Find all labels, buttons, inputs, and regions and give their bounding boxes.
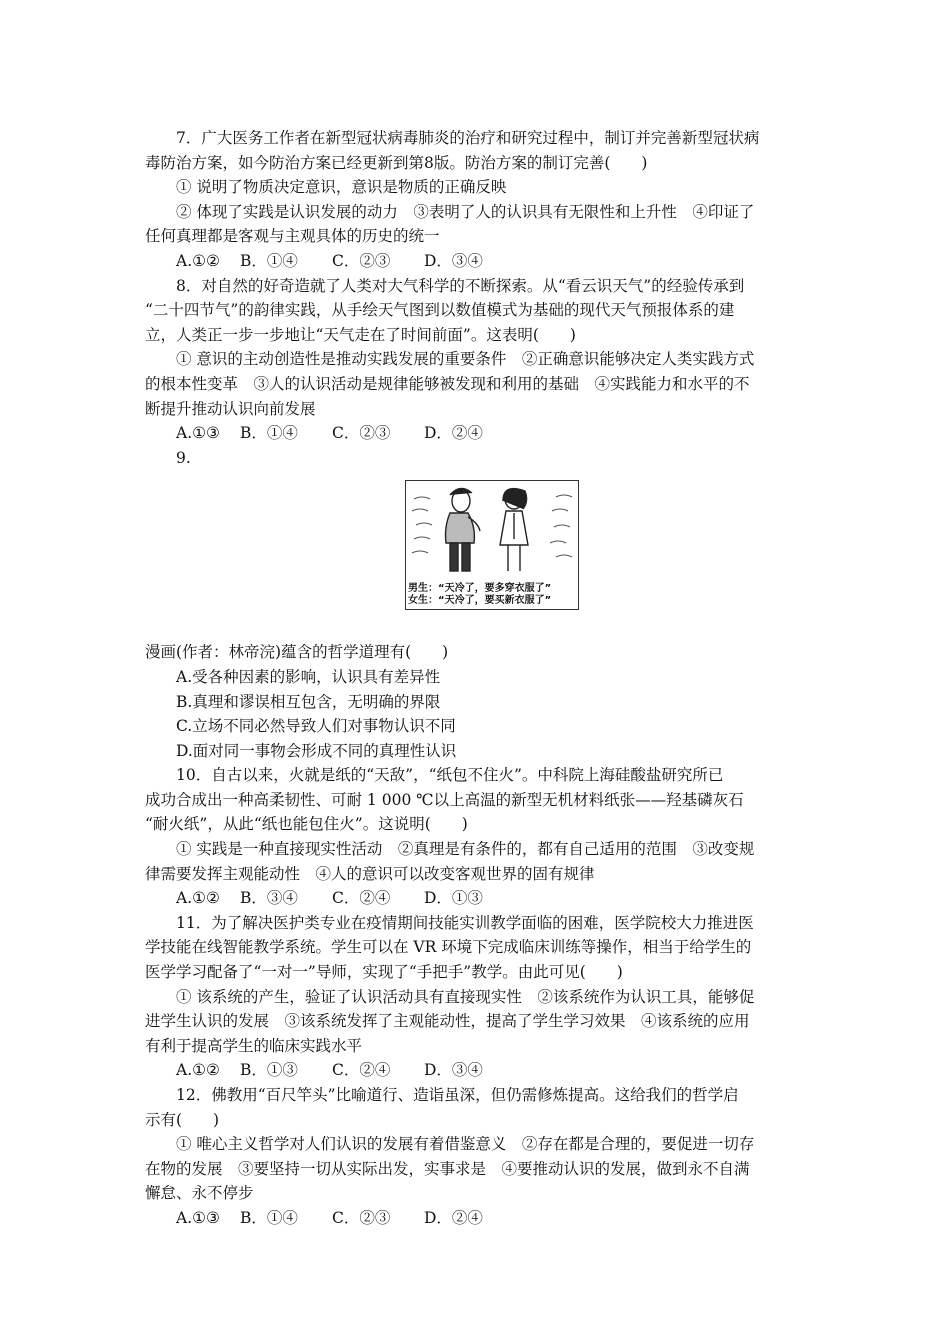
option-c: C．②④	[332, 1061, 391, 1080]
option-b: B．①③	[240, 1061, 298, 1080]
question-stem: 示有( )	[145, 1110, 220, 1129]
question-stem: 立，人类正一步一步地让“天气走在了时间前面”。这表明( )	[145, 325, 576, 344]
option-b: B.真理和谬误相互包含，无明确的界限	[176, 692, 441, 711]
option-a: A.①②	[176, 1061, 220, 1080]
statement: ① 该系统的产生，验证了认识活动具有直接现实性 ②该系统作为认识工具，能够促	[176, 987, 755, 1006]
question-stem: 12．佛教用“百尺竿头”比喻道行、造诣虽深，但仍需修炼提高。这给我们的哲学启	[176, 1086, 739, 1104]
option-b: B．①④	[240, 251, 298, 270]
question-stem: 10．自古以来，火就是纸的“天敌”，“纸包不住火”。中科院上海硅酸盐研究所已	[176, 766, 724, 785]
question-stem: 7．广大医务工作者在新型冠状病毒肺炎的治疗和研究过程中，制订并完善新型冠状病	[176, 129, 760, 147]
statement: 进学生认识的发展 ③该系统发挥了主观能动性，提高了学生学习效果 ④该系统的应用	[145, 1012, 750, 1031]
answer-options	[145, 249, 807, 274]
option-a: A.①③	[176, 424, 220, 443]
option-c: C．②③	[332, 424, 391, 443]
option-d: D．③④	[424, 251, 483, 270]
question-number: 9.	[176, 448, 191, 467]
statement: 律需要发挥主观能动性 ④人的意识可以改变客观世界的固有规律	[145, 864, 595, 883]
option-a: A.①③	[176, 1208, 220, 1227]
answer-options	[145, 886, 807, 911]
option-a: A.受各种因素的影响，认识具有差异性	[176, 667, 441, 686]
cartoon-image	[405, 480, 579, 610]
statement: ① 说明了物质决定意识，意识是物质的正确反映	[176, 178, 507, 197]
question-9	[145, 446, 807, 764]
option-b: B．①④	[240, 424, 298, 443]
question-stem: “二十四节气”的韵律实践，从手绘天气图到以数值模式为基础的现代天气预报体系的建	[145, 301, 735, 320]
question-12	[145, 1083, 807, 1231]
cartoon-figure	[145, 470, 807, 640]
cartoon-caption	[408, 583, 551, 607]
question-10	[145, 763, 807, 911]
cartoon-illustration	[406, 481, 578, 581]
statement: 在物的发展 ③要坚持一切从实际出发，实事求是 ④要推动认识的发展，做到永不自满	[145, 1159, 750, 1178]
option-a: A.①②	[176, 251, 220, 270]
caption-line-female: 女生：“天冷了，要买新衣服了”	[408, 595, 552, 607]
option-d: D．③④	[424, 1061, 483, 1080]
option-c: C.立场不同必然导致人们对事物认识不同	[176, 717, 456, 736]
statement: ② 体现了实践是认识发展的动力 ③表明了人的认识具有无限性和上升性 ④印证了	[176, 202, 755, 221]
statement: 的根本性变革 ③人的认识活动是规律能够被发现和利用的基础 ④实践能力和水平的不	[145, 374, 750, 393]
exam-page	[145, 126, 807, 1231]
answer-options	[145, 1058, 807, 1083]
statement: ① 实践是一种直接现实性活动 ②真理是有条件的，都有自己适用的范围 ③改变规	[176, 840, 755, 859]
question-8	[145, 274, 807, 446]
statement: ① 意识的主动创造性是推动实践发展的重要条件 ②正确意识能够决定人类实践方式	[176, 350, 755, 369]
statement: 断提升推动认识向前发展	[145, 399, 316, 418]
caption-line-male: 男生：“天冷了，要多穿衣服了”	[408, 583, 552, 595]
option-c: C．②③	[332, 1208, 391, 1227]
option-d: D．①③	[424, 889, 483, 908]
question-stem: “耐火纸”，从此“纸也能包住火”。这说明( )	[145, 815, 468, 834]
question-stem: 医学学习配备了“一对一”导师，实现了“手把手”教学。由此可见( )	[145, 963, 623, 982]
question-11	[145, 911, 807, 1083]
question-stem: 学技能在线智能教学系统。学生可以在 VR 环境下完成临床训练等操作，相当于给学生的	[145, 938, 752, 957]
statement: 懈怠、永不停步	[145, 1184, 254, 1203]
answer-options	[145, 421, 807, 446]
statement: 任何真理都是客观与主观具体的历史的统一	[145, 227, 440, 246]
statement: ① 唯心主义哲学对人们认识的发展有着借鉴意义 ②存在都是合理的，要促进一切存	[176, 1135, 755, 1154]
question-stem: 毒防治方案，如今防治方案已经更新到第8版。防治方案的制订完善( )	[145, 153, 648, 172]
option-a: A.①②	[176, 889, 220, 908]
option-c: C．②③	[332, 251, 391, 270]
option-d: D.面对同一事物会形成不同的真理性认识	[176, 741, 457, 760]
option-b: B．③④	[240, 889, 298, 908]
option-c: C．②④	[332, 889, 391, 908]
option-d: D．②④	[424, 1208, 483, 1227]
statement: 有利于提高学生的临床实践水平	[145, 1036, 363, 1055]
question-stem: 漫画(作者：林帝浣)蕴含的哲学道理有( )	[145, 643, 449, 662]
question-7	[145, 126, 807, 274]
question-stem: 11．为了解决医护类专业在疫情期间技能实训教学面临的困难，医学院校大力推进医	[176, 913, 754, 932]
question-stem: 成功合成出一种高柔韧性、可耐 1 000 ℃以上高温的新型无机材料纸张——羟基磷灰石	[145, 790, 744, 809]
question-stem: 8．对自然的好奇造就了人类对大气科学的不断探索。从“看云识天气”的经验传承到	[176, 276, 745, 295]
option-b: B．①④	[240, 1208, 298, 1227]
option-d: D．②④	[424, 424, 483, 443]
answer-options	[145, 1206, 807, 1231]
